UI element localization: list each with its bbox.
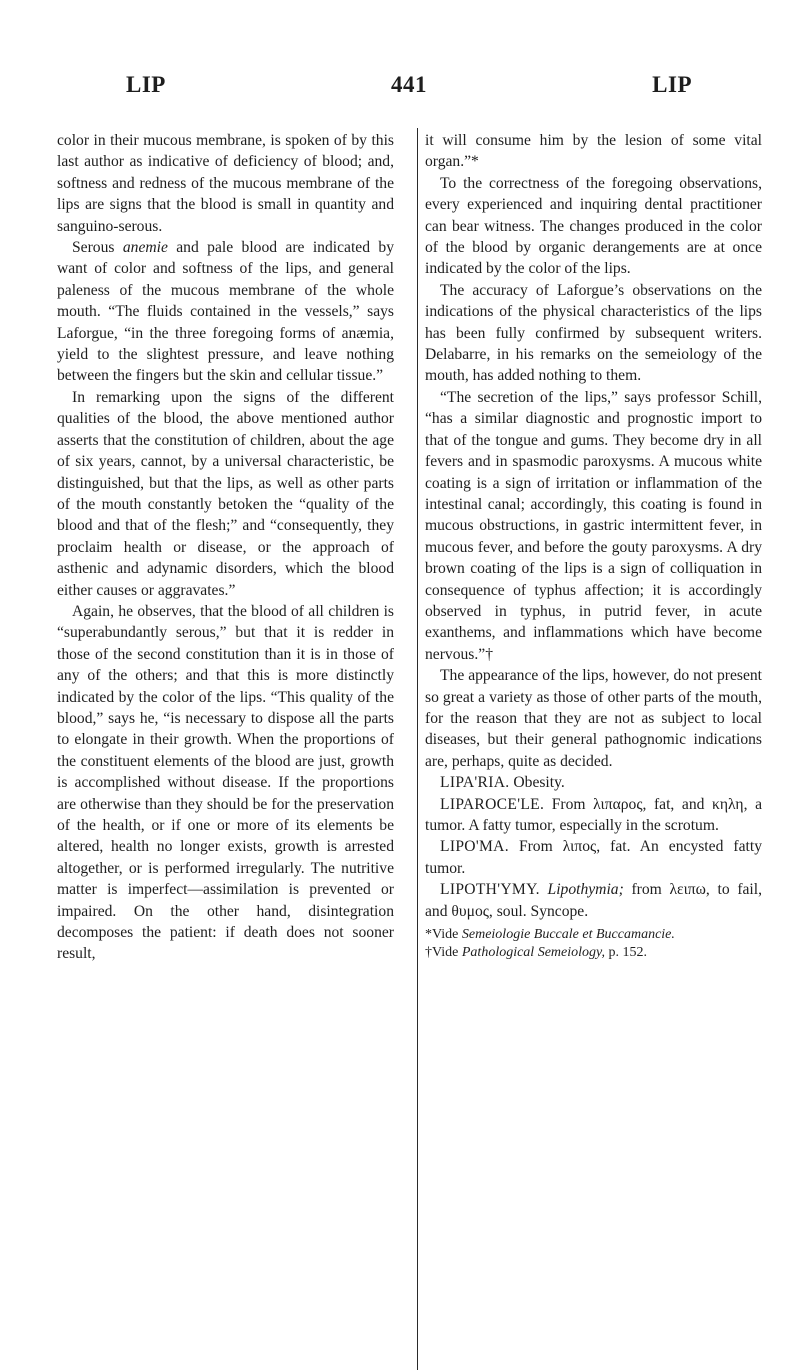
dictionary-entry [425, 772, 762, 793]
paragraph: The appearance of the lips, however, do not present so great a variety as those of other parts of the mouth, for the reason that they are not as subject to local diseases, but their general pathognomic indications are, perhaps, quite as decided. [425, 667, 762, 770]
running-header [126, 72, 692, 112]
footnote-title: Pathological Semeiology, [461, 945, 605, 961]
entry-term: LIPAROCE'LE. [440, 795, 545, 813]
page-number: 441 [391, 72, 427, 97]
left-column [57, 130, 394, 965]
text-run: Serous [72, 239, 123, 257]
entry-term: LIPO'MA. [440, 838, 509, 856]
italic-term: Lipothymia; [547, 881, 624, 899]
paragraph: In remarking upon the signs of the different qualities of the blood, the above mentioned author asserts that the constitution of children, about the age of six years, cannot, by a universal characteristic, be distinguished, but that the lips, as well as other parts of the mouth constantly betoken the “quality of the blood and that of the flesh;” and “consequently, they proclaim health or disease, or the approach of asthenic and adynamic disorders, which the blood either causes or aggravates.” [57, 388, 394, 599]
italic-term: anemie [122, 239, 168, 257]
paragraph [57, 237, 394, 387]
paragraph: The accuracy of Laforgue’s observations on the indications of the physical characteristics of the lips has been fully confirmed by subsequent writers. Delabarre, in his remarks on the semeiology of the mouth, has added nothing to them. [425, 281, 762, 385]
paragraph: “The secretion of the lips,” says professor Schill, “has a similar diagnostic and prognostic import to that of the tongue and gums. They become dry in all fevers and in spasmodic paroxysms. A mucous white coating is a sign of irritation or inflammation of the intestinal canal; accordingly, this coating is found in mucous obstructions, in gastric intermittent fever, in mucous fever, and before the gouty paroxysms. A dry brown coating of the lips is a sign of colliquation in consequence of typhus affection; it is accordingly observed in typhus, in putrid fever, in acute exanthems, and inflammations which have become nervous.”† [425, 388, 762, 663]
paragraph: color in their mucous membrane, is spoken of by this last author as indicative of deficiency of blood; and, softness and redness of the mucous membrane of the lips are signs that the blood is small in quantity and sanguino-serous. [57, 132, 394, 235]
footnote-prefix: *Vide [425, 927, 462, 943]
footnote-suffix: p. 152. [604, 945, 647, 961]
header-right-word: LIP [652, 72, 692, 97]
entry-text: Obesity. [509, 774, 565, 792]
column-divider [417, 128, 418, 1370]
entry-term: LIPOTH'YMY. [440, 881, 540, 899]
entry-text: From λιπος, fat. An encysted fatty tumor. [425, 838, 762, 877]
entry-term: LIPA'RIA. [440, 774, 510, 792]
dictionary-entry [425, 879, 762, 922]
footnote-prefix: †Vide [425, 945, 462, 961]
header-left-word: LIP [126, 72, 166, 97]
paragraph: Again, he observes, that the blood of all children is “superabundantly serous,” but that it is redder in those of the second constitution than it is in those of any of the others; and that this is more distinctly indicated by the color of the lips. “This quality of the blood,” says he, “is necessary to dispose all the parts to elongate in their growth. When the proportions of the constituent elements of the blood are just, growth is accomplished without disease. If the proportions are otherwise than they should be for the preservation of the health, or if one or more of its elements be altered, health no longer exists, growth is arrested altogether, or is performed irregularly. The nutritive matter is imperfect—assimilation is prevented or impaired. On the other hand, disintegration decomposes the patient: if death does not sooner result, [57, 602, 394, 963]
entry-text: From λιπαρος, fat, and κηλη, a tumor. A fatty tumor, especially in the scrotum. [425, 795, 762, 834]
right-column [425, 130, 762, 962]
text-run: and pale blood are indicated by want of color and softness of the lips, and general paleness of the mucous membrane of the whole mouth. “The fluids contained in the vessels,” says Laforgue, “in the three foregoing forms of anæmia, yield to the slightest pressure, and leave nothing between the fingers but the skin and cellular tissue.” [57, 239, 394, 385]
entry-text: from λειπω, to fail, and θυμος, soul. Syncope. [425, 881, 762, 920]
dictionary-entry [425, 794, 762, 837]
paragraph: it will consume him by the lesion of some vital organ.”* [425, 132, 762, 171]
footnote [425, 944, 762, 962]
dictionary-entry [425, 836, 762, 879]
footnote [425, 926, 762, 944]
paragraph: To the correctness of the foregoing observations, every experienced and inquiring dental practitioner can bear witness. The changes produced in the color of the blood by organic derangements are at once indicated by the color of the lips. [425, 174, 762, 278]
footnote-title: Semeiologie Buccale et Buccamancie. [461, 927, 675, 943]
